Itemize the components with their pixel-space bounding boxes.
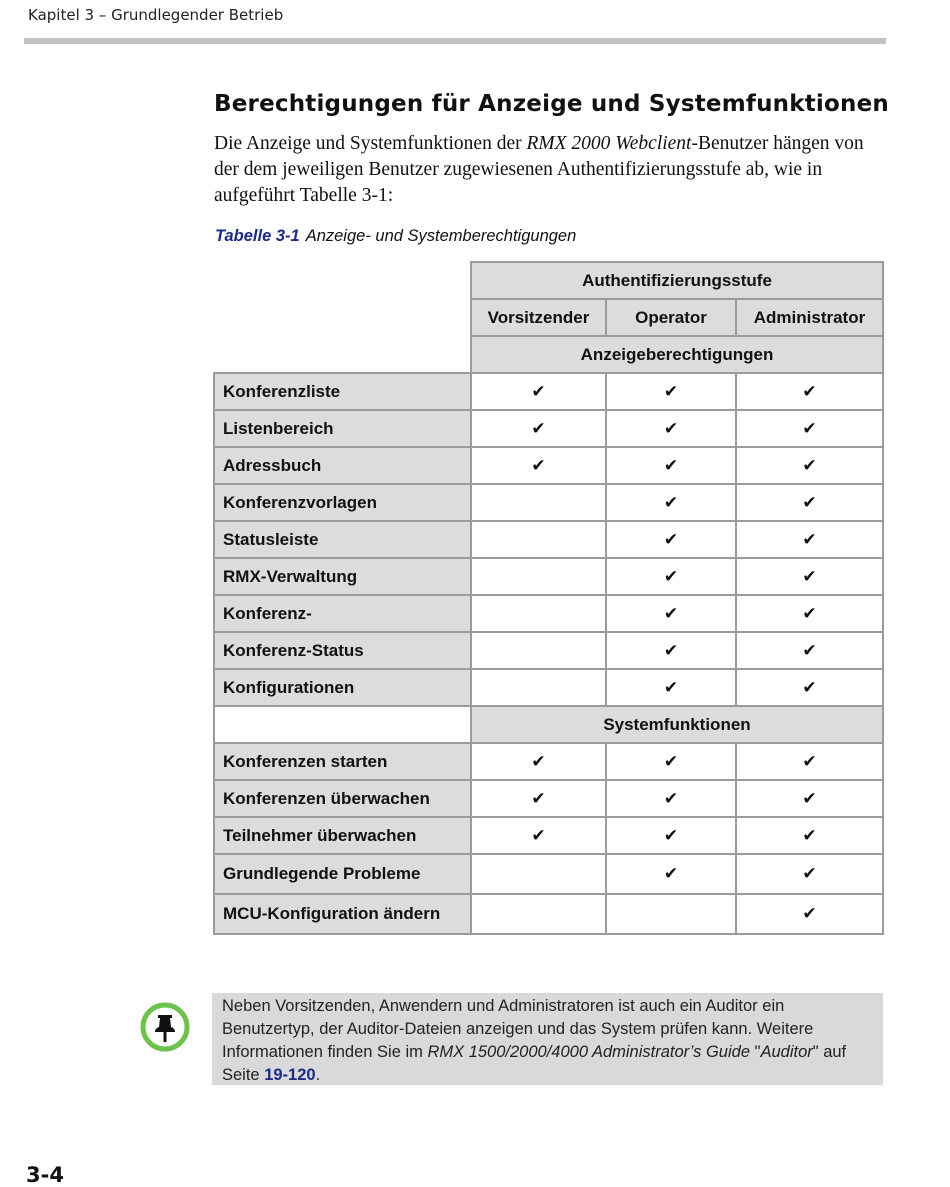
table-row [214, 484, 883, 521]
checkmark-icon: ✔ [606, 595, 736, 632]
row-label: Konferenz- [214, 595, 471, 632]
checkmark-icon: ✔ [606, 373, 736, 410]
column-header-operator: Operator [606, 299, 736, 336]
note-text: Neben Vorsitzenden, Anwendern und Administratoren ist auch ein Auditor ein Benutzertyp, der Auditor-Dateien anzeigen und das System prüfen kann. Weitere Informationen finden Sie im [222, 997, 814, 1061]
display-section-row [214, 336, 883, 373]
empty-cell [606, 894, 736, 934]
checkmark-icon: ✔ [606, 669, 736, 706]
table-row [214, 410, 883, 447]
checkmark-icon: ✔ [736, 410, 883, 447]
checkmark-icon: ✔ [606, 854, 736, 894]
empty-cell [471, 484, 606, 521]
empty-cell [471, 669, 606, 706]
table-row [214, 558, 883, 595]
checkmark-icon: ✔ [736, 669, 883, 706]
checkmark-icon: ✔ [736, 780, 883, 817]
note-text-quote: " [750, 1043, 761, 1061]
table-corner [214, 336, 471, 373]
permissions-table [213, 261, 884, 935]
system-section-spacer [214, 706, 471, 743]
intro-paragraph [214, 131, 874, 209]
table-corner [214, 299, 471, 336]
empty-cell [471, 595, 606, 632]
checkmark-icon: ✔ [736, 743, 883, 780]
checkmark-icon: ✔ [606, 447, 736, 484]
table-row [214, 894, 883, 934]
row-label: RMX-Verwaltung [214, 558, 471, 595]
product-name: RMX 2000 Webclient [526, 133, 692, 154]
checkmark-icon: ✔ [606, 521, 736, 558]
table-row [214, 447, 883, 484]
intro-part2: -Benutzer hängen von der dem jeweiligen Benutzer zugewiesenen Authentifizierungsstufe ab, wie in aufgeführt Tabelle 3-1: [214, 133, 864, 206]
table-columns-row [214, 299, 883, 336]
checkmark-icon: ✔ [606, 632, 736, 669]
display-permissions-header: Anzeigeberechtigungen [471, 336, 883, 373]
checkmark-icon: ✔ [736, 558, 883, 595]
page-number: 3-4 [26, 1163, 64, 1187]
pushpin-icon [138, 1000, 192, 1054]
table-corner [214, 262, 471, 299]
empty-cell [471, 558, 606, 595]
system-functions-header: Systemfunktionen [471, 706, 883, 743]
row-label: Grundlegende Probleme [214, 854, 471, 894]
checkmark-icon: ✔ [606, 743, 736, 780]
checkmark-icon: ✔ [736, 373, 883, 410]
note-section-title: Auditor [760, 1043, 813, 1061]
table-row [214, 521, 883, 558]
checkmark-icon: ✔ [606, 484, 736, 521]
table-caption [215, 227, 576, 246]
table-header-row [214, 262, 883, 299]
table-caption-text: Anzeige- und Systemberechtigungen [305, 227, 577, 245]
table-row [214, 854, 883, 894]
intro-part1: Die Anzeige und Systemfunktionen der [214, 133, 527, 154]
running-head: Kapitel 3 – Grundlegender Betrieb [28, 6, 284, 24]
auth-level-header: Authentifizierungsstufe [471, 262, 883, 299]
checkmark-icon: ✔ [736, 817, 883, 854]
checkmark-icon: ✔ [736, 447, 883, 484]
table-row [214, 780, 883, 817]
table-row [214, 743, 883, 780]
checkmark-icon: ✔ [736, 854, 883, 894]
note-guide-title: RMX 1500/2000/4000 Administrator’s Guide [427, 1043, 751, 1061]
header-rule [24, 38, 886, 44]
empty-cell [471, 632, 606, 669]
note-text-page: " auf Seite [222, 1043, 847, 1084]
row-label: Adressbuch [214, 447, 471, 484]
row-label: Konferenzen überwachen [214, 780, 471, 817]
section-title: Berechtigungen für Anzeige und Systemfunktionen [214, 91, 889, 117]
checkmark-icon: ✔ [471, 447, 606, 484]
checkmark-icon: ✔ [606, 817, 736, 854]
row-label: Konferenz-Status [214, 632, 471, 669]
row-label: Listenbereich [214, 410, 471, 447]
checkmark-icon: ✔ [736, 595, 883, 632]
checkmark-icon: ✔ [736, 894, 883, 934]
row-label: Konferenzvorlagen [214, 484, 471, 521]
row-label: Konferenzen starten [214, 743, 471, 780]
column-header-chairperson: Vorsitzender [471, 299, 606, 336]
checkmark-icon: ✔ [736, 632, 883, 669]
row-label: Teilnehmer überwachen [214, 817, 471, 854]
checkmark-icon: ✔ [471, 373, 606, 410]
table-row [214, 669, 883, 706]
table-row [214, 632, 883, 669]
table-number: Tabelle 3-1 [215, 227, 300, 245]
table-row [214, 373, 883, 410]
note-box [212, 993, 883, 1085]
system-section-row [214, 706, 883, 743]
checkmark-icon: ✔ [471, 410, 606, 447]
table-row [214, 595, 883, 632]
column-header-administrator: Administrator [736, 299, 883, 336]
checkmark-icon: ✔ [471, 743, 606, 780]
checkmark-icon: ✔ [736, 521, 883, 558]
checkmark-icon: ✔ [606, 410, 736, 447]
page-reference-link[interactable]: 19-120 [264, 1066, 316, 1084]
row-label: MCU-Konfiguration ändern [214, 894, 471, 934]
checkmark-icon: ✔ [736, 484, 883, 521]
checkmark-icon: ✔ [471, 780, 606, 817]
checkmark-icon: ✔ [606, 558, 736, 595]
empty-cell [471, 521, 606, 558]
row-label: Statusleiste [214, 521, 471, 558]
row-label: Konferenzliste [214, 373, 471, 410]
empty-cell [471, 854, 606, 894]
row-label: Konfigurationen [214, 669, 471, 706]
note-text-end: . [315, 1066, 321, 1084]
checkmark-icon: ✔ [471, 817, 606, 854]
checkmark-icon: ✔ [606, 780, 736, 817]
table-row [214, 817, 883, 854]
empty-cell [471, 894, 606, 934]
